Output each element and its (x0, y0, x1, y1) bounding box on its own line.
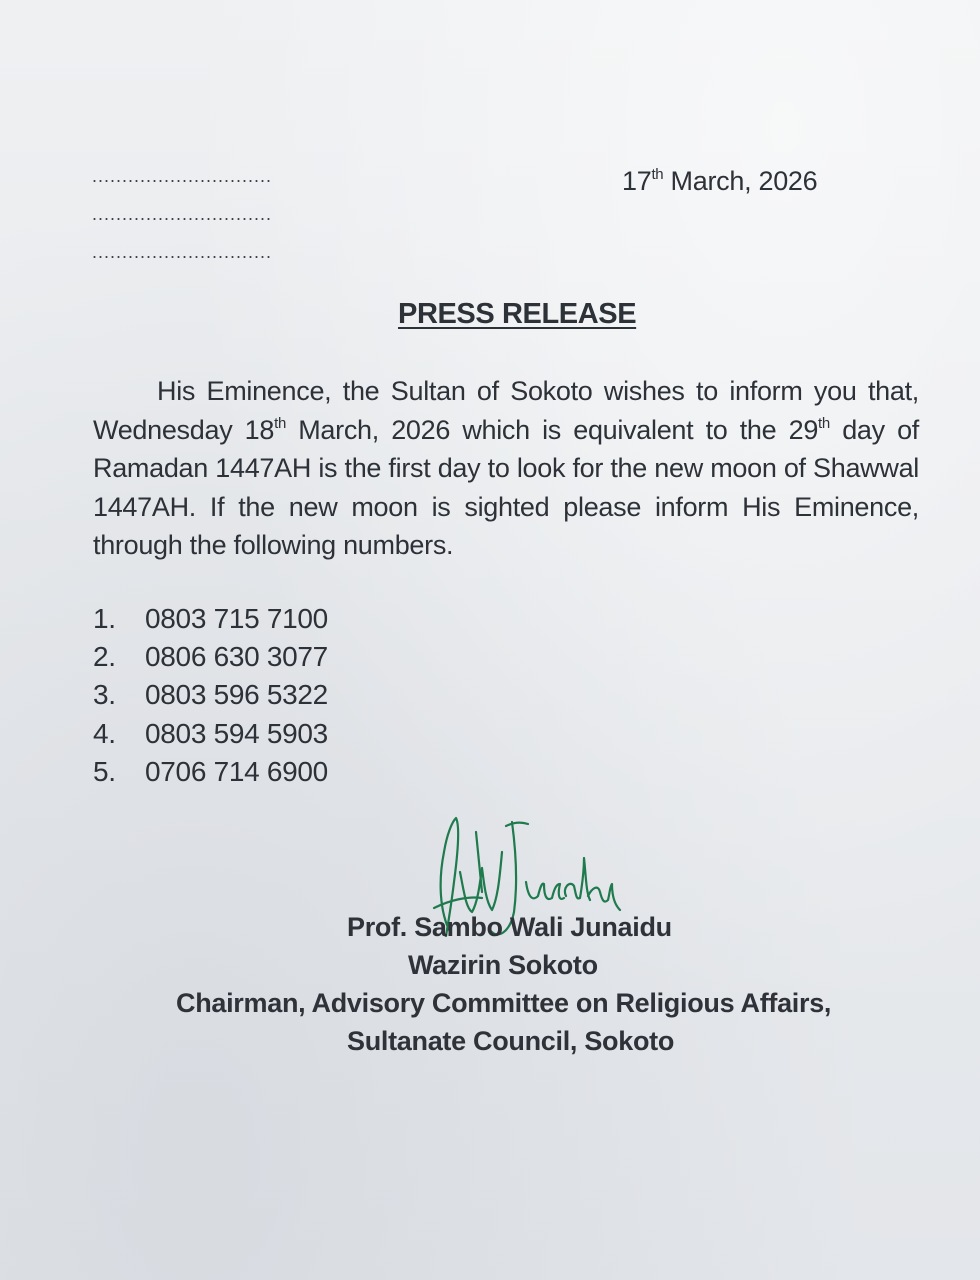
document-title: PRESS RELEASE (398, 298, 637, 330)
phone-number-list (93, 600, 328, 791)
list-item: 5. 0706 714 6900 (93, 755, 328, 787)
address-line-2: .............................. (92, 204, 273, 224)
list-item: 2. 0806 630 3077 (93, 641, 328, 673)
body-paragraph: His Eminence, the Sultan of Sokoto wishes to inform you that, Wednesday 18th March, 2026 which is equivalent to the 29th day of Ramadan 1447AH is the first day to look for the new moon of Shawwal 1447AH. If the new moon is sighted please inform His Eminence, through the following numbers. (93, 376, 920, 560)
document-date: 17th March, 2026 (622, 166, 818, 196)
phone-number: 0803 594 5903 (145, 717, 328, 749)
phone-number: 0706 714 6900 (145, 755, 328, 787)
signature-block (176, 908, 856, 1060)
list-item: 4. 0803 594 5903 (93, 717, 328, 749)
address-line-1: .............................. (92, 166, 273, 186)
phone-number: 0803 715 7100 (145, 603, 328, 634)
signatory-name: Prof. Sambo Wali Junaidu (347, 912, 672, 942)
phone-number: 0806 630 3077 (145, 641, 328, 673)
signatory-organization: Sultanate Council, Sokoto (347, 1026, 675, 1056)
signatory-title: Wazirin Sokoto (408, 950, 598, 980)
phone-number: 0803 596 5322 (145, 679, 328, 711)
list-item: 1. 0803 715 7100 (93, 603, 328, 634)
list-item: 3. 0803 596 5322 (93, 679, 328, 711)
signatory-role: Chairman, Advisory Committee on Religious Affairs, (176, 988, 832, 1018)
address-line-3: .............................. (92, 242, 273, 262)
